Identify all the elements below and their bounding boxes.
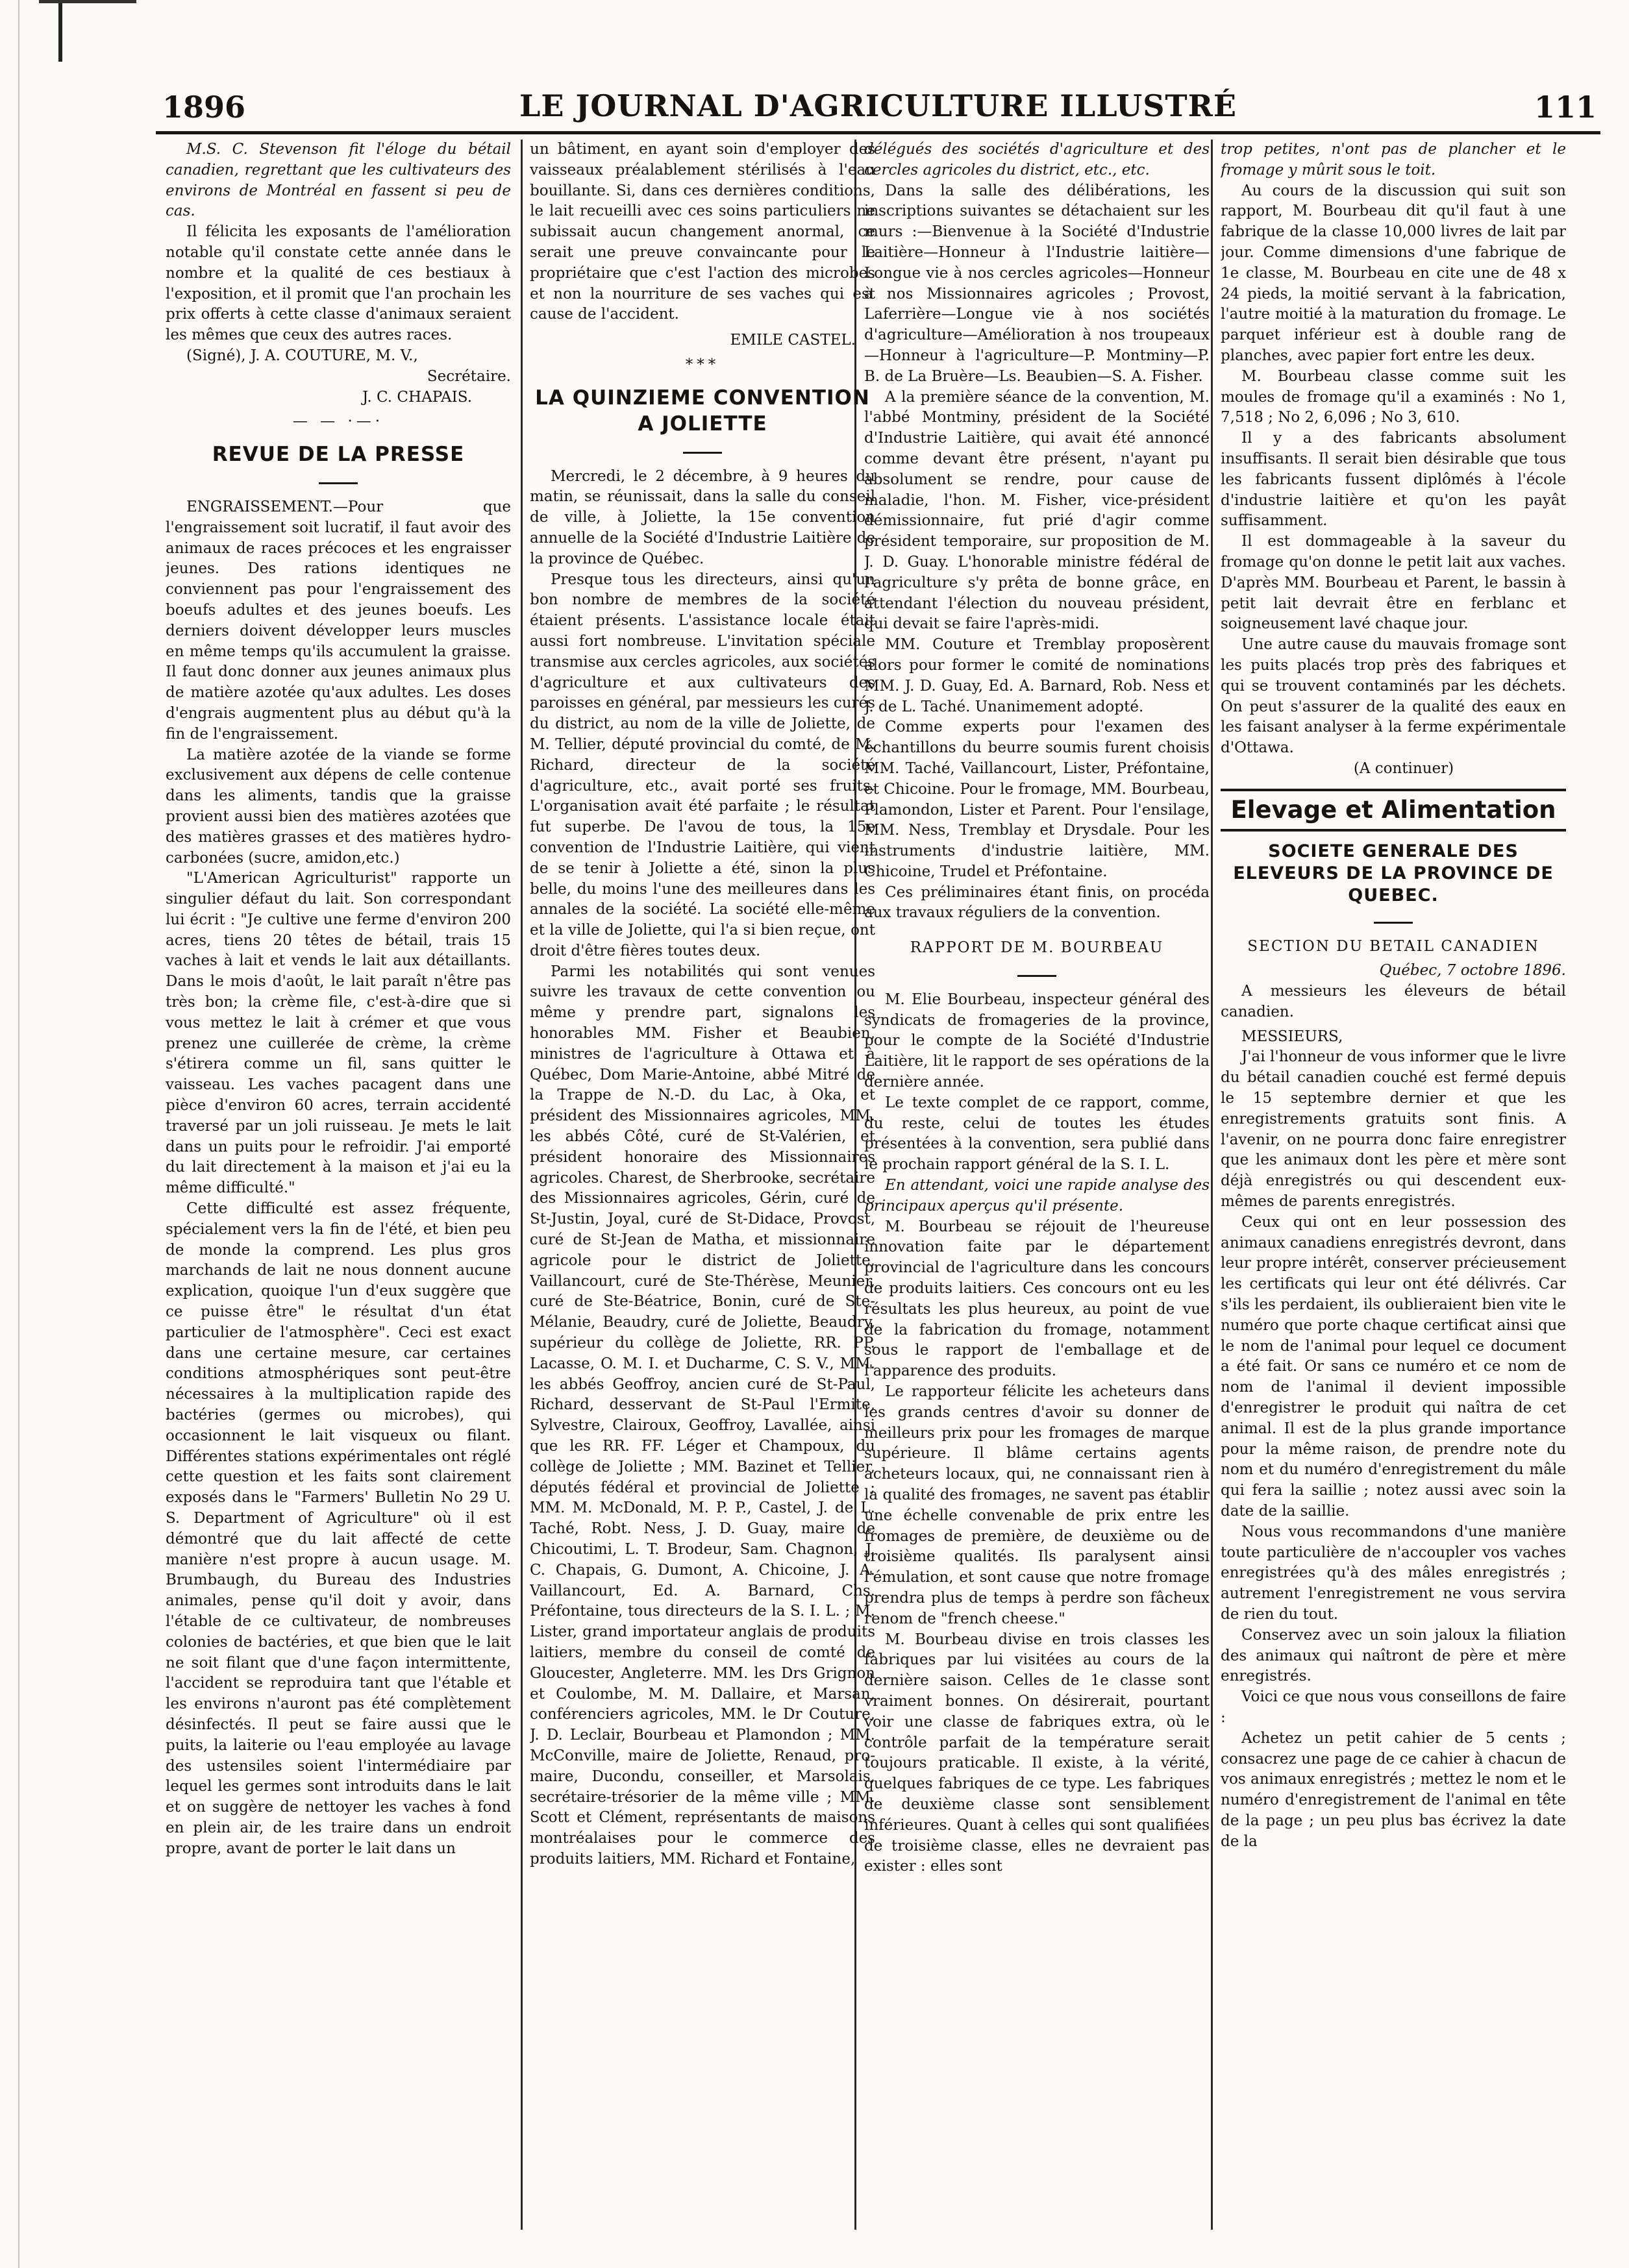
- paragraph: Presque tous les directeurs, ainsi qu'un bon nombre de membres de la société étaient présents. L'assistance locale était aussi fort nombreuse. L'invitation spéciale transmise aux cercles agricoles, aux sociétés d'agriculture et aux cultivateurs des paroisses en général, par messieurs les curés du district, au nom de la ville de Joliette, de M. Tellier, député provincial du comté, de M. Richard, directeur de la société d'agriculture, etc., avait porté ses fruits. L'organisation avait été parfaite ; le résultat fut superbe. De l'avou de tous, la 15e convention de l'Industrie Laitière, qui vient de se tenir à Joliette a été, sinon la plus belle, du moins l'une des meilleures dans les annales de la société. La société elle-même et la ville de Joliette, qui l'a si bien reçue, ont droit d'être fières toutes deux.: [530, 571, 875, 959]
- paragraph: Il y a des fabricants absolument insuffisants. Il serait bien désirable que tous les fabricants fussent diplômés à l'école d'industrie laitière et qu'on les payât suffisamment.: [1221, 430, 1566, 530]
- section-title: RAPPORT DE M. BOURBEAU: [910, 939, 1164, 957]
- column-2: [530, 140, 875, 2230]
- paragraph: La matière azotée de la viande se forme exclusivement aux dépens de celle contenue dans les aliments, tandis que la graisse provient aussi bien des matières azotées que des matières grasses et des matières hydro-carbonées (sucre, amidon,etc.): [166, 746, 511, 867]
- paragraph: Mercredi, le 2 décembre, à 9 heures du matin, se réunissait, dans la salle du conseil de ville, à Joliette, la 15e convention annuelle de la Société d'Industrie Laitière de la province de Québec.: [530, 467, 875, 567]
- paragraph: Nous vous recommandons d'une manière toute particulière de n'accoupler vos vaches enregistrées qu'à des mâles enregistrés ; autrement l'enregistrement ne vous servira de rien du tout.: [1221, 1523, 1566, 1623]
- paragraph: Le texte complet de ce rapport, comme, du reste, celui de toutes les études présentées à la convention, sera publié dans le prochain rapport général de la S. I. L.: [864, 1094, 1210, 1174]
- page-edge-shadow: [18, 0, 19, 2268]
- paragraph: trop petites, n'ont pas de plancher et le fromage y mûrit sous le toit.: [1221, 141, 1566, 179]
- separator: — — ·—·: [292, 413, 384, 430]
- section-subtitle: SECTION DU BETAIL CANADIEN: [1247, 937, 1539, 955]
- column-rule-3: [1211, 140, 1213, 2230]
- paragraph: Voici ce que nous vous conseillons de faire :: [1221, 1688, 1566, 1726]
- masthead: [156, 86, 1600, 134]
- salutation: MESSIEURS,: [1241, 1028, 1343, 1045]
- paragraph: Comme experts pour l'examen des échantillons du beurre soumis furent choisis MM. Taché, Vaillancourt, Lister, Préfontaine, et Chicoine. Pour le fromage, MM. Bourbeau, Plamondon, Lister et Parent. Pour l'ensilage, MM. Ness, Tremblay et Drysdale. Pour les instruments d'industrie laitière, MM. Chicoine, Trudel et Préfontaine.: [864, 719, 1210, 880]
- paragraph: "L'American Agriculturist" rapporte un singulier défaut du lait. Son correspondant lui écrit : "Je cultive une ferme d'environ 200 acres, tiens 20 têtes de bétail, trais 15 vaches à lait et vends le lait aux détaillants. Dans le mois d'août, le lait paraît n'être pas très bon; la crème file, c'est-à-dire que si vous mettez le lait à crémer et que vous prenez une cuillerée de crème, la crème s'étirera comme un fil, sans quitter le vaisseau. Les vaches pacagent dans une pièce d'environ 60 acres, terrain accidenté traversé par un joli ruisseau. Je mets le lait dans un puits pour le refroidir. J'ai emporté du lait directement à la maison et j'ai eu la même difficulté.": [166, 870, 511, 1197]
- column-4: [1221, 140, 1566, 2230]
- column-3: [864, 140, 1210, 2230]
- signature-line: EMILE CASTEL.: [730, 332, 856, 349]
- paragraph: Il félicita les exposants de l'amélioration notable qu'il constate cette année dans le nombre et la qualité de ces bestiaux à l'exposition, et il promit que l'an prochain les prix offerts à cette classe d'animaux seraient les mêmes que ceux des autres races.: [166, 223, 511, 344]
- signature-line: J. C. CHAPAIS.: [362, 388, 472, 406]
- column-rule-1: [521, 140, 523, 2230]
- separator: [864, 963, 1210, 983]
- masthead-page-number: 111: [1534, 90, 1597, 125]
- paragraph: A la première séance de la convention, M. l'abbé Montminy, président de la Société d'Industrie Laitière, qui avait été annoncé comme devant être présent, n'ayant pu absolument se rendre, pour cause de maladie, l'hon. M. Fisher, vice-président démissionnaire, fut prié d'agir comme président temporaire, sur proposition de M. J. D. Guay. L'honorable ministre fédéral de l'agriculture s'y prêta de bonne grâce, en attendant l'élection du nouveau président, qui devait se faire l'après-midi.: [864, 388, 1210, 633]
- continuation-note: (A continuer): [1353, 759, 1454, 777]
- separator: [166, 470, 511, 491]
- paragraph: Dans la salle des délibérations, les inscriptions suivantes se détachaient sur les murs :—Bienvenue à la Société d'Industrie Laitière—Honneur à l'Industrie laitière—Longue vie à nos cercles agricoles—Honneur à nos Missionnaires agricoles ; Provost, Laferrière—Longue vie à nos sociétés d'agriculture—Amélioration à nos troupeaux—Honneur à l'agriculture—P. Montminy—P. B. de La Bruère—Ls. Beaubien—S. A. Fisher.: [864, 182, 1210, 385]
- separator: ***: [685, 356, 720, 373]
- paragraph: Conservez avec un soin jaloux la filiation des animaux qui naîtront de père et mère enregistrés.: [1221, 1626, 1566, 1685]
- column-1: [166, 140, 511, 2230]
- corner-mark: [58, 0, 62, 62]
- paragraph: Cette difficulté est assez fréquente, spécialement vers la fin de l'été, et bien peu de monde la comprend. Les plus gros marchands de lait ne nous donnent aucune explication, quoique l'un d'eux suggère que ce puisse être" le résultat d'un état particulier de l'atmosphère". Ceci est exact dans une certaine mesure, car certaines conditions atmosphériques sont peut-être nécessaires à la multiplication rapide des bactéries (germes ou microbes), qui occasionnent le lait visqueux ou filant. Différentes stations expérimentales ont réglé cette question et les faits sont clairement exposés dans le "Farmers' Bulletin No 29 U. S. Department of Agriculture" où il est démontré que du lait affecté de cette manière n'est propre à aucun usage. M. Brumbaugh, du Bureau des Industries animales, pense qu'il doit y avoir, dans l'étable de ce cultivateur, de nombreuses colonies de bactéries, et que bien que le lait ne soit filant que d'une façon intermittente, l'accident se reproduira tant que l'étable et les environs n'auront pas été complètement désinfectés. Il peut se faire aussi que le puits, la laiterie ou l'eau employée au lavage des ustensiles soient l'intermédiaire par lequel les germes sont introduits dans le lait et on suggère de nettoyer les vaches à fond en plein air, de les traire dans un endroit propre, avant de porter le lait dans un: [166, 1200, 511, 1857]
- paragraph: M. Bourbeau classe comme suit les moules de fromage qu'il a examinés : No 1, 7,518 ; No 2, 6,096 ; No 3, 610.: [1221, 367, 1566, 426]
- paragraph: Ces préliminaires étant finis, on procéda aux travaux réguliers de la convention.: [864, 883, 1210, 922]
- paragraph: un bâtiment, en ayant soin d'employer des vaisseaux préalablement stérilisés à l'eau bouillante. Si, dans ces dernières conditions, le lait recueilli avec ces soins particuliers ne subissait aucun changement anormal, ce serait une preuve convaincante pour le propriétaire que c'est l'action des microbes et non la nourriture de ses vaches qui est cause de l'accident.: [530, 141, 875, 323]
- section-banner: Elevage et Alimentation: [1221, 789, 1566, 832]
- section-title: REVUE DE LA PRESSE: [212, 443, 465, 467]
- dateline: Québec, 7 octobre 1896.: [1379, 962, 1566, 980]
- paragraph: En attendant, voici une rapide analyse des principaux aperçus qu'il présente.: [864, 1177, 1210, 1214]
- paragraph: M. Bourbeau divise en trois classes les fabriques par lui visitées au cours de la dernière saison. Celles de 1e classe sont vraiment bonnes. On désirerait, pourtant voir une classe de fabriques extra, où le contrôle parfait de la température serait toujours praticable. Il existe, à la vérité, quelques fabriques de ce type. Les fabriques de deuxième classe sont sensiblement inférieures. Quant à celles qui sont qualifiées de troisième classe, elles ne devraient pas exister : elles sont: [864, 1631, 1210, 1875]
- masthead-year: 1896: [162, 90, 246, 125]
- paragraph: ENGRAISSEMENT.—Pour que l'engraissement soit lucratif, il faut avoir des animaux de races précoces et les engraisser jeunes. Des rations identiques ne conviennent pas pour l'engraissement des boeufs adultes et des jeunes boeufs. Les derniers doivent développer leurs muscles en même temps qu'ils accumulent la graisse. Il faut donc donner aux jeunes animaux plus de matière azotée qu'aux adultes. Les doses d'engrais augmentent plus au début qu'à la fin de l'engraissement.: [166, 498, 511, 743]
- signature-role: Secrétaire.: [427, 367, 511, 385]
- section-title: SOCIETE GENERALE DES ELEVEURS DE LA PROVINCE DE QUEBEC.: [1233, 841, 1554, 906]
- section-title: LA QUINZIEME CONVENTION A JOLIETTE: [535, 386, 870, 436]
- paragraph: M.S. C. Stevenson fit l'éloge du bétail canadien, regrettant que les cultivateurs des environs de Montréal en fassent si peu de cas.: [166, 141, 511, 220]
- paragraph: Parmi les notabilités qui sont venues suivre les travaux de cette convention ou même y prendre part, signalons les honorables MM. Fisher et Beaubien, ministres de l'agriculture à Ottawa et à Québec, Dom Marie-Antoine, abbé Mitré de la Trappe de N.-D. du Lac, à Oka, et président des Missionnaires agricoles, MM. les abbés Côté, curé de St-Valérien, et président honoraire des Missionnaires agricoles. Charest, de Sherbrooke, secrétaire des Missionnaires agricoles, Gérin, curé de St-Justin, Joyal, curé de St-Didace, Provost, curé de St-Jean de Matha, et missionnaire agricole pour le district de Joliette, Vaillancourt, curé de Ste-Thérèse, Meunier, curé de Ste-Béatrice, Bonin, curé de Ste-Mélanie, Beaudry, curé de Joliette, Beaudry, supérieur du collège de Joliette, RR. PP. Lacasse, O. M. I. et Ducharme, C. S. V., MM. les abbés Geoffroy, ancien curé de St-Paul, Richard, desservant de St-Paul l'Ermite, Sylvestre, Clairoux, Geoffroy, Lavallée, ainsi que les RR. FF. Léger et Champoux, du collège de Joliette ; MM. Bazinet et Tellier, députés fédéral et provincial de Joliette ; MM. M. McDonald, M. P. P., Castel, J. de L. Taché, Robt. Ness, J. D. Guay, maire de Chicoutimi, L. T. Brodeur, Sam. Chagnon, J. C. Chapais, G. Dumont, A. Chicoine, J. A. Vaillancourt, Ed. A. Barnard, Chs. Préfontaine, tous directeurs de la S. I. L. ; M. Lister, grand importateur anglais de produits laitiers, membre du conseil de comté de Gloucester, Angleterre. MM. les Drs Grignon et Coulombe, M. M. Dallaire, et Marsan, conférenciers agricoles, MM. le Dr Couture, J. D. Leclair, Bourbeau et Plamondon ; MM. McConville, maire de Joliette, Renaud, pro-maire, Ducondu, conseiller, et Marsolais, secrétaire-trésorier de la même ville ; MM. Scott et Clément, représentants de maisons montréalaises pour le commerce des produits laitiers, MM. Richard et Fontaine,: [530, 963, 875, 1867]
- corner-mark-top: [39, 0, 136, 3]
- separator: [1221, 909, 1566, 930]
- paragraph: Ceux qui ont en leur possession des animaux canadiens enregistrés devront, dans leur propre intérêt, conserver précieusement les certificats qui leur ont été délivrés. Car s'ils les perdaient, ils oublieraient bien vite le numéro que porte chaque certificat ainsi que le nom de l'animal pour lequel ce document a été fait. Or sans ce numéro et ce nom de nom de l'animal il devient impossible d'enregistrer le produit qui naîtra de cet animal. Il est de la plus grande importance pour la même raison, de prendre note du nom et du numéro d'enregistrement du mâle qui fera la saillie ; notez aussi avec soin la date de la saillie.: [1221, 1213, 1566, 1520]
- separator: [530, 439, 875, 460]
- paragraph: Le rapporteur félicite les acheteurs dans les grands centres d'avoir su donner de meilleurs prix pour les fromages de marque supérieure. Il blâme certains agents acheteurs locaux, qui, ne connaissant rien à la qualité des fromages, ne savent pas établir une échelle convenable de prix entre les fromages de première, de deuxième ou de troisième qualités. Ils paralysent ainsi l'émulation, et sont cause que notre fromage prendra plus de temps à perdre son fâcheux renom de "french cheese.": [864, 1383, 1210, 1627]
- paragraph: délégués des sociétés d'agriculture et des cercles agricoles du district, etc., etc.: [864, 141, 1210, 179]
- paragraph: Une autre cause du mauvais fromage sont les puits placés trop près des fabriques et qui se trouvent contaminés par les déchets. On peut s'assurer de la qualité des eaux en les faisant analyser à la ferme expérimentale d'Ottawa.: [1221, 636, 1566, 757]
- paragraph: Il est dommageable à la saveur du fromage qu'on donne le petit lait aux vaches. D'après MM. Bourbeau et Parent, le bassin à petit lait devrait être en ferblanc et soigneusement lavé chaque jour.: [1221, 533, 1566, 633]
- address-line: A messieurs les éleveurs de bétail canadien.: [1221, 983, 1566, 1020]
- paragraph: J'ai l'honneur de vous informer que le livre du bétail canadien couché est fermé depuis le 15 septembre dernier et que les enregistrements gratuits sont finis. A l'avenir, on ne pourra donc faire enregistrer que les animaux dont les père et mère sont déjà enregistrés ou qui descendent eux-mêmes de parents enregistrés.: [1221, 1048, 1566, 1211]
- paragraph: Achetez un petit cahier de 5 cents ; consacrez une page de ce cahier à chacun de vos animaux enregistrés ; mettez le nom et le numéro d'enregistrement de l'animal en tête de la page ; un peu plus bas écrivez la date de la: [1221, 1729, 1566, 1850]
- paragraph: M. Bourbeau se réjouit de l'heureuse innovation faite par le département provincial de l'agriculture dans les concours de produits laitiers. Ces concours ont eu les résultats les plus heureux, au point de vue de la fabrication du fromage, notamment sous le rapport de l'emballage et de l'apparence des produits.: [864, 1218, 1210, 1380]
- paragraph: MM. Couture et Tremblay proposèrent alors pour former le comité de nominations MM. J. D. Guay, Ed. A. Barnard, Rob. Ness et J. de L. Taché. Unanimement adopté.: [864, 636, 1210, 715]
- paragraph: Au cours de la discussion qui suit son rapport, M. Bourbeau dit qu'il faut à une fabrique de la classe 10,000 livres de lait par jour. Comme dimensions d'une fabrique de 1e classe, M. Bourbeau en cite une de 48 x 24 pieds, la moitié servant à la fabrication, l'autre moitié à la maturation du fromage. Le parquet inférieur est à double rang de planches, avec papier fort entre les deux.: [1221, 182, 1566, 364]
- signature-line: (Signé), J. A. COUTURE, M. V.,: [186, 347, 418, 364]
- paragraph: M. Elie Bourbeau, inspecteur général des syndicats de fromageries de la province, pour le compte de la Société d'Industrie Laitière, lit le rapport de ses opérations de la dernière année.: [864, 991, 1210, 1091]
- masthead-title: LE JOURNAL D'AGRICULTURE ILLUSTRÉ: [519, 88, 1237, 123]
